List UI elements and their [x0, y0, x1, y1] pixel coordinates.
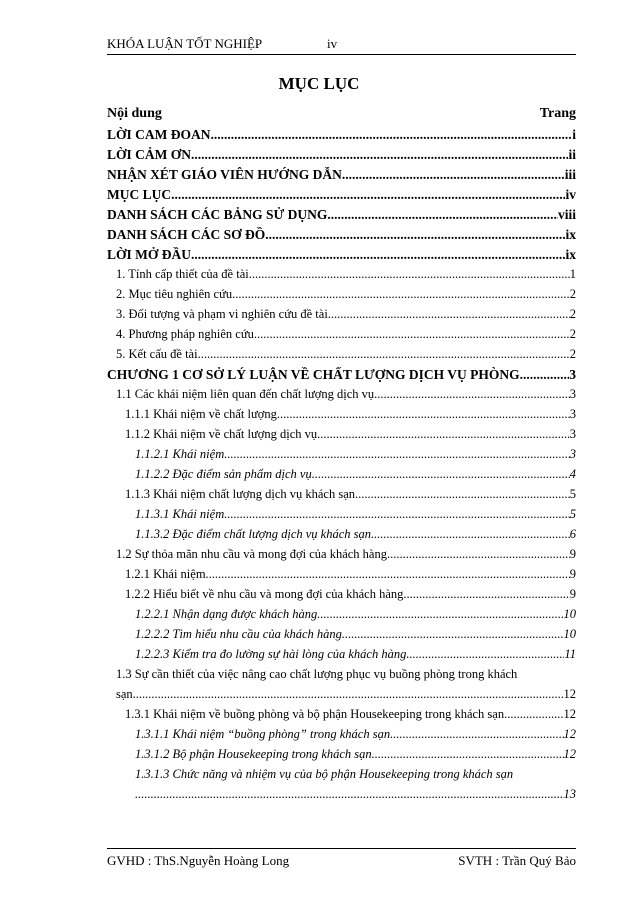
toc-entry-page: 12 — [563, 707, 576, 721]
toc-entry-text: 1.3 Sự cần thiết của việc nâng cao chất lượng phục vụ buồng phòng trong khách — [116, 667, 518, 681]
footer-advisor: GVHD : ThS.Nguyễn Hoàng Long — [107, 853, 290, 868]
toc-entry[interactable] — [107, 647, 576, 667]
page-footer — [107, 848, 576, 871]
toc-entry-text: 1.2.2.3 Kiểm tra đo lường sự hài lòng của khách hàng — [135, 647, 407, 661]
header-title: KHÓA LUẬN TỐT NGHIỆP — [107, 36, 263, 51]
toc-entry-page: i — [572, 127, 576, 142]
toc-entry-text: LỜI CAM ĐOAN — [107, 127, 211, 142]
toc-entry-page: 5 — [569, 487, 576, 501]
page-column-header: Trang — [539, 106, 576, 121]
toc-entry-text: 1.3.1.2 Bộ phận Housekeeping trong khách sạn — [135, 747, 372, 761]
toc-entry-text: 1.3.1 Khái niệm về buồng phòng và bộ phận Housekeeping trong khách sạn — [125, 707, 505, 721]
toc-entry-text: 5. Kết cấu đề tài — [116, 347, 198, 361]
toc-entry-text: 1.1.3.2 Đặc điểm chất lượng dịch vụ khách sạn — [135, 527, 372, 541]
content-column-header: Nội dung — [107, 106, 162, 121]
dot-leader — [171, 187, 565, 203]
dot-leader — [135, 787, 564, 802]
toc-entry-text: 1.2.1 Khái niệm — [125, 567, 206, 581]
toc-entry-text: 1.2.2 Hiểu biết về nhu cầu và mong đợi của khách hàng — [125, 587, 404, 601]
dot-leader — [224, 447, 570, 462]
dot-leader — [232, 287, 570, 302]
toc-entry-page: ix — [565, 227, 576, 242]
toc-entry[interactable] — [107, 227, 576, 247]
toc-entry-page: 11 — [564, 647, 576, 661]
toc-entry[interactable] — [107, 547, 576, 567]
toc-entry-wrapped-line[interactable] — [107, 667, 576, 687]
toc-entry-text: 1.1.2 Khái niệm về chất lượng dịch vụ — [125, 427, 318, 441]
toc-entry-page: 10 — [563, 627, 576, 641]
toc-entry[interactable] — [107, 587, 576, 607]
toc-entry[interactable] — [107, 447, 576, 467]
toc-entry-chapter[interactable] — [107, 367, 576, 387]
dot-leader — [504, 707, 563, 722]
dot-leader — [374, 387, 570, 402]
toc-entry-page: 9 — [569, 547, 576, 561]
page-header — [107, 36, 576, 55]
dot-leader — [277, 407, 570, 422]
toc-entry[interactable] — [107, 727, 576, 747]
dot-leader — [133, 687, 564, 702]
toc-entry-page: 12 — [563, 747, 576, 761]
toc-entry-text: 1.3.1.3 Chức năng và nhiệm vụ của bộ phận Housekeeping trong khách sạn — [135, 767, 514, 781]
toc-entry-page: 12 — [563, 727, 576, 741]
dot-leader — [317, 427, 570, 442]
dot-leader — [327, 207, 558, 223]
toc-entry-page: 6 — [569, 527, 576, 541]
toc-entry-text: 4. Phương pháp nghiên cứu — [116, 327, 254, 341]
toc-entry-text: NHẬN XÉT GIÁO VIÊN HƯỚNG DẪN — [107, 167, 342, 182]
toc-entry[interactable] — [107, 147, 576, 167]
dot-leader — [249, 267, 570, 282]
toc-entry[interactable] — [107, 687, 576, 707]
toc-entry-wrapped-line[interactable] — [107, 767, 576, 787]
toc-entry[interactable] — [107, 187, 576, 207]
toc-entry-text-continued: sạn — [116, 687, 133, 701]
toc-entry[interactable] — [107, 607, 576, 627]
toc-entry-page: iv — [565, 187, 576, 202]
toc-entry[interactable] — [107, 327, 576, 347]
toc-entry-page: 1 — [569, 267, 576, 281]
toc-entry-page: 3 — [569, 407, 576, 421]
dot-leader — [254, 327, 570, 342]
dot-leader — [355, 487, 570, 502]
toc-entry-page: viii — [557, 207, 576, 222]
toc-entry[interactable] — [107, 207, 576, 227]
dot-leader — [206, 567, 570, 582]
dot-leader — [191, 247, 565, 263]
toc-entry[interactable] — [107, 167, 576, 187]
toc-entry[interactable] — [107, 527, 576, 547]
dot-leader — [198, 347, 570, 362]
dot-leader — [387, 547, 570, 562]
toc-entry-text: LỜI CẢM ƠN — [107, 147, 191, 162]
toc-entry-page: 4 — [569, 467, 576, 481]
toc-entry-text: 2. Mục tiêu nghiên cứu — [116, 287, 233, 301]
dot-leader — [403, 587, 569, 602]
dot-leader — [224, 507, 570, 522]
toc-entry-page: 2 — [569, 307, 576, 321]
toc-entry-text: 1.2 Sự thỏa mãn nhu cầu và mong đợi của khách hàng — [116, 547, 387, 561]
toc-entry-page: ii — [568, 147, 576, 162]
dot-leader — [265, 227, 565, 243]
toc-entry-text: 1.1.1 Khái niệm về chất lượng — [125, 407, 277, 421]
toc-entry-text: 1.1.3.1 Khái niệm — [135, 507, 225, 521]
toc-entry-text: CHƯƠNG 1 CƠ SỞ LÝ LUẬN VỀ CHẤT LƯỢNG DỊCH VỤ PHÒNG — [107, 367, 520, 382]
toc-entry[interactable] — [107, 507, 576, 527]
dot-leader — [312, 467, 570, 482]
dot-leader — [211, 127, 573, 143]
toc-entry-text: 1.1.3 Khái niệm chất lượng dịch vụ khách sạn — [125, 487, 355, 501]
toc-entry[interactable] — [107, 347, 576, 367]
toc-entry-page: 10 — [563, 607, 576, 621]
toc-entry[interactable] — [107, 787, 576, 807]
toc-entry-page: 12 — [563, 687, 576, 701]
toc-entry-page: 2 — [569, 347, 576, 361]
toc-entry-page: 5 — [569, 507, 576, 521]
toc-entry[interactable] — [107, 747, 576, 767]
toc-entry-text: 1.2.2.1 Nhận dạng được khách hàng — [135, 607, 318, 621]
toc-entry-page: 13 — [563, 787, 576, 801]
toc-entry-text: 1.1.2.1 Khái niệm — [135, 447, 225, 461]
page-title: MỤC LỤC — [278, 74, 360, 93]
footer-student: SVTH : Trần Quý Bảo — [458, 853, 576, 868]
toc-entry[interactable] — [107, 567, 576, 587]
toc-entry-text: LỜI MỞ ĐẦU — [107, 247, 191, 262]
toc-entry[interactable] — [107, 407, 576, 427]
toc-entry-page: 3 — [569, 367, 576, 382]
dot-leader — [191, 147, 568, 163]
toc-entry[interactable] — [107, 467, 576, 487]
toc-entry-page: ix — [565, 247, 576, 262]
header-page-number: iv — [327, 36, 338, 51]
toc-entry[interactable] — [107, 307, 576, 327]
dot-leader — [328, 307, 570, 322]
toc-entry-text: 1.3.1.1 Khái niệm “buồng phòng” trong khách sạn — [135, 727, 391, 741]
dot-leader — [371, 527, 570, 542]
toc-entry-text: MỤC LỤC — [107, 187, 172, 202]
toc-entry[interactable] — [107, 387, 576, 407]
dot-leader — [406, 647, 564, 662]
toc-entry-page: 2 — [569, 287, 576, 301]
toc-entry-page: iii — [564, 167, 576, 182]
dot-leader — [390, 727, 563, 742]
dot-leader — [342, 627, 564, 642]
dot-leader — [520, 367, 570, 383]
toc-entry[interactable] — [107, 707, 576, 727]
toc-entry-page: 9 — [569, 587, 576, 601]
toc-entry[interactable] — [107, 487, 576, 507]
toc-entry[interactable] — [107, 127, 576, 147]
toc-column-headers — [107, 106, 576, 124]
toc-entry-text: DANH SÁCH CÁC BẢNG SỬ DỤNG — [107, 207, 328, 222]
dot-leader — [342, 167, 565, 183]
toc-entry[interactable] — [107, 427, 576, 447]
toc-entry-page: 2 — [569, 327, 576, 341]
toc-entry-page: 9 — [569, 567, 576, 581]
dot-leader — [317, 607, 563, 622]
toc-entry[interactable] — [107, 627, 576, 647]
toc-entry-page: 3 — [569, 387, 576, 401]
toc-entry-page: 3 — [569, 447, 576, 461]
toc-entry-text: 1.1.2.2 Đặc điểm sản phẩm dịch vụ — [135, 467, 312, 481]
toc-entry[interactable] — [107, 267, 576, 287]
toc-entry-text: DANH SÁCH CÁC SƠ ĐỒ — [107, 227, 266, 242]
toc-entry[interactable] — [107, 247, 576, 267]
toc-entry-page: 3 — [569, 427, 576, 441]
toc-entry-text: 3. Đối tượng và phạm vi nghiên cứu đề tài — [116, 307, 328, 321]
toc-entry[interactable] — [107, 287, 576, 307]
toc-entry-text: 1. Tính cấp thiết của đề tài — [116, 267, 249, 281]
toc-entry-text: 1.2.2.2 Tìm hiểu nhu cầu của khách hàng — [135, 627, 342, 641]
table-of-contents — [107, 106, 576, 807]
toc-entry-text: 1.1 Các khái niệm liên quan đến chất lượng dịch vụ — [116, 387, 375, 401]
dot-leader — [372, 747, 564, 762]
